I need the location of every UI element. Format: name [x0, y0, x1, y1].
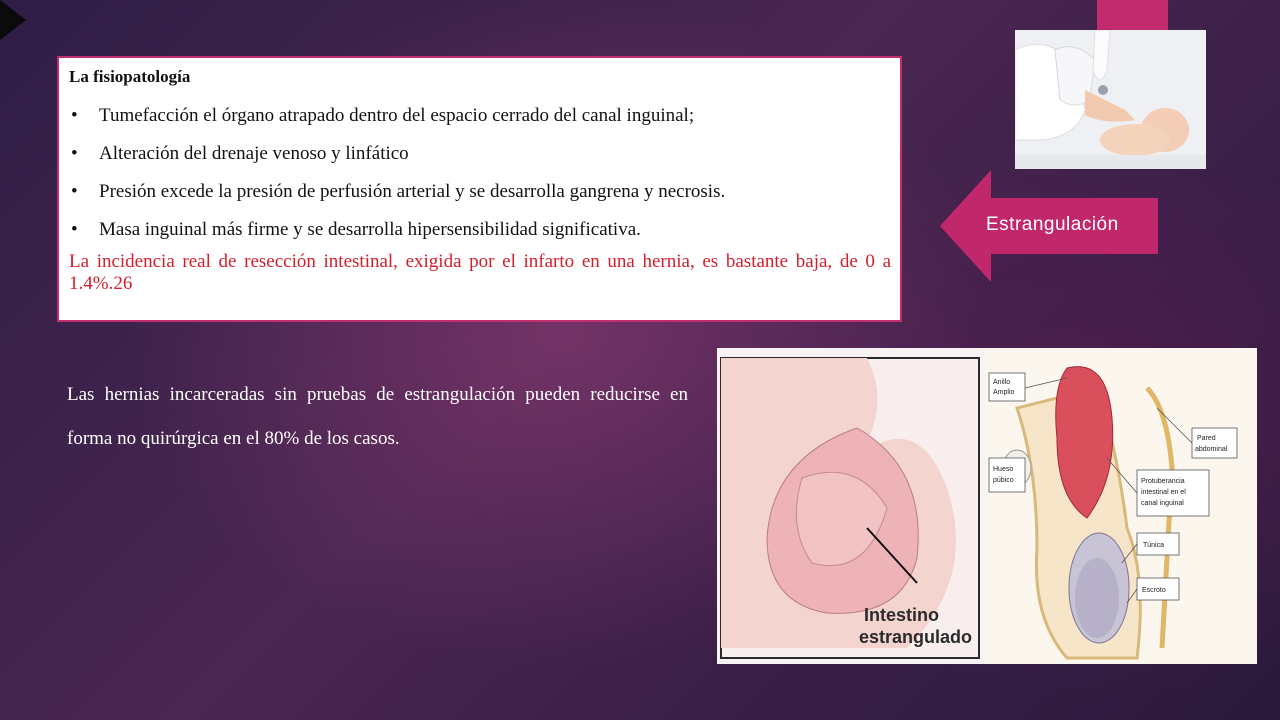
bullet-item: [69, 219, 891, 241]
bullet-text: Tumefacción el órgano atrapado dentro del espacio cerrado del canal inguinal;: [99, 105, 695, 126]
label-protuberancia-3: canal inguinal: [1141, 500, 1184, 507]
bullet-item: [69, 143, 891, 165]
bullet-item: [69, 105, 891, 127]
label-protuberancia-2: intestinal en el: [1141, 489, 1186, 496]
label-escroto: Escroto: [1142, 587, 1166, 594]
bullet-text: Masa inguinal más firme y se desarrolla hipersensibilidad significativa.: [99, 219, 641, 240]
bullet-icon: •: [71, 143, 78, 164]
left-caption-2: estrangulado: [859, 627, 973, 647]
label-tunica: Túnica: [1143, 542, 1165, 549]
incarcerated-paragraph: Las hernias incarceradas sin pruebas de estrangulación pueden reducirse en forma no quirúrgica en el 80% de los casos.: [67, 384, 688, 449]
label-hueso-1: Hueso: [993, 466, 1014, 473]
hernia-illustration: [717, 348, 1257, 664]
left-caption-1: Intestino: [864, 605, 939, 625]
box-heading: La fisiopatología: [69, 67, 191, 86]
nurse-baby-photo: [1015, 30, 1206, 169]
bullet-item: [69, 181, 891, 203]
label-pared-1: Pared: [1197, 435, 1216, 442]
label-anillo-1: Anillo: [993, 379, 1011, 386]
arrow-label: Estrangulación: [986, 214, 1119, 235]
label-hueso-2: púbico: [993, 477, 1014, 484]
label-anillo-2: Amplio: [993, 389, 1015, 396]
incidence-note: La incidencia real de resección intestinal, exigida por el infarto en una hernia, es bastante baja, de 0 a 1.4%.26: [69, 251, 891, 294]
label-protuberancia-1: Protuberancia: [1141, 478, 1185, 485]
bullet-icon: •: [71, 219, 78, 240]
bullet-icon: •: [71, 181, 78, 202]
bullet-icon: •: [71, 105, 78, 126]
pathophysiology-box: [57, 56, 902, 322]
hernia-diagram: [717, 348, 1257, 664]
corner-arrow-decoration: [0, 0, 26, 40]
bullet-text: Presión excede la presión de perfusión arterial y se desarrolla gangrena y necrosis.: [99, 181, 726, 202]
bullet-list: [69, 105, 891, 241]
bullet-text: Alteración del drenaje venoso y linfático: [99, 143, 409, 164]
top-accent-tab: [1097, 0, 1168, 30]
label-pared-2: abdominal: [1195, 446, 1228, 453]
nurse-baby-illustration: [1015, 30, 1206, 169]
